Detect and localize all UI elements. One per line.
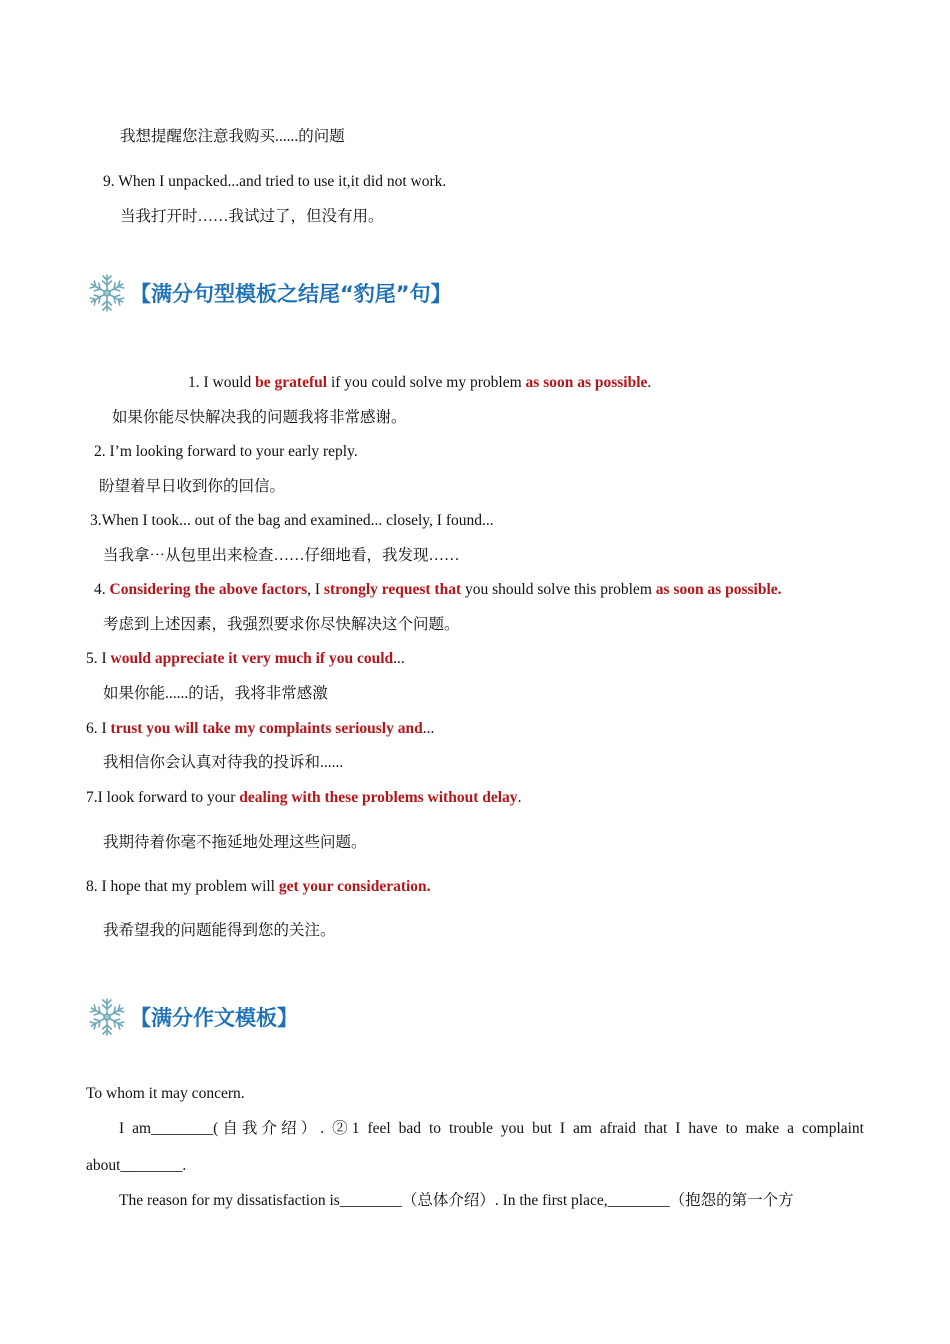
sentence-5-text-a: 5. I [86,650,111,667]
sentence-1 [188,373,651,393]
sentence-4-text-b: , I [307,581,324,598]
sentence-6-highlight-a: trust you will take my complaints seriously and [110,720,423,737]
sentence-7-highlight-a: dealing with these problems without delay [239,789,518,806]
sentence-4-translation: 考虑到上述因素，我强烈要求你尽快解决这个问题。 [103,616,460,633]
sentence-4-highlight-a: Considering the above factors [109,581,308,598]
sentence-7 [86,788,521,808]
section-heading-ending-text: 【满分句型模板之结尾“豹尾”句】 [130,282,452,306]
sentence-5-highlight-a: would appreciate it very much if you could [110,650,394,667]
letter-paragraph-2 [86,1182,864,1219]
sentence-6-translation: 我相信你会认真对待我的投诉和...... [103,754,344,771]
sentence-8-highlight-a: get your consideration. [278,878,431,895]
sentence-1-highlight-a: be grateful [255,374,328,391]
letter-paragraph-1 [86,1110,864,1184]
sentence-7-text-a: 7.I look forward to your [86,789,240,806]
sentence-6 [86,719,434,739]
sentence-5-translation: 如果你能......的话，我将非常感激 [103,685,328,702]
sentence-4-highlight-c: as soon as possible. [655,581,782,598]
sentence-4-text-a: 4. [94,581,110,598]
letter-salutation: To whom it may concern. [86,1085,245,1102]
sentence-1-text-b: if you could solve my problem [327,374,526,391]
letter-paragraph-1-text: I am________(自我介绍）. ②1 feel bad to trouble you but I am afraid that I have to make a complaint about________. [86,1120,864,1174]
sentence-4-text-c: you should solve this problem [461,581,656,598]
sentence-6-text-b: ... [422,720,435,737]
sentence-7-text-b: . [517,789,522,806]
top-line-a: 我想提醒您注意我购买......的问题 [120,128,345,145]
sentence-5-text-b: ... [393,650,405,667]
sentence-2: 2. I’m looking forward to your early reply. [94,443,358,460]
sentence-7-translation: 我期待着你毫不拖延地处理这些问题。 [103,834,367,851]
section-heading-template-text: 【满分作文模板】 [130,1006,298,1030]
top-line-b: 9. When I unpacked...and tried to use it,it did not work. [103,173,447,190]
snowflake-icon [86,996,128,1038]
sentence-3-translation: 当我拿⋯从包里出来检查……仔细地看，我发现…… [103,547,460,564]
sentence-6-text-a: 6. I [86,720,111,737]
sentence-1-highlight-b: as soon as possible [525,374,648,391]
snowflake-icon [86,272,128,314]
section-heading-ending [86,272,452,314]
sentence-4 [94,580,782,600]
sentence-3: 3.When I took... out of the bag and examined... closely, I found... [90,512,494,529]
sentence-1-text-a: 1. I would [188,374,256,391]
sentence-8-text-a: 8. I hope that my problem will [86,878,279,895]
sentence-8 [86,877,431,897]
sentence-1-translation: 如果你能尽快解决我的问题我将非常感谢。 [112,409,407,426]
top-line-c: 当我打开时……我试过了，但没有用。 [120,208,384,225]
letter-paragraph-2-text: The reason for my dissatisfaction is________（总体介绍）. In the first place,________（抱怨的第一个方 [119,1192,794,1209]
sentence-8-translation: 我希望我的问题能得到您的关注。 [103,922,336,939]
sentence-5 [86,649,405,669]
sentence-1-text-c: . [647,374,652,391]
sentence-2-translation: 盼望着早日收到你的回信。 [99,478,286,495]
section-heading-template [86,996,298,1038]
sentence-4-highlight-b: strongly request that [323,581,462,598]
